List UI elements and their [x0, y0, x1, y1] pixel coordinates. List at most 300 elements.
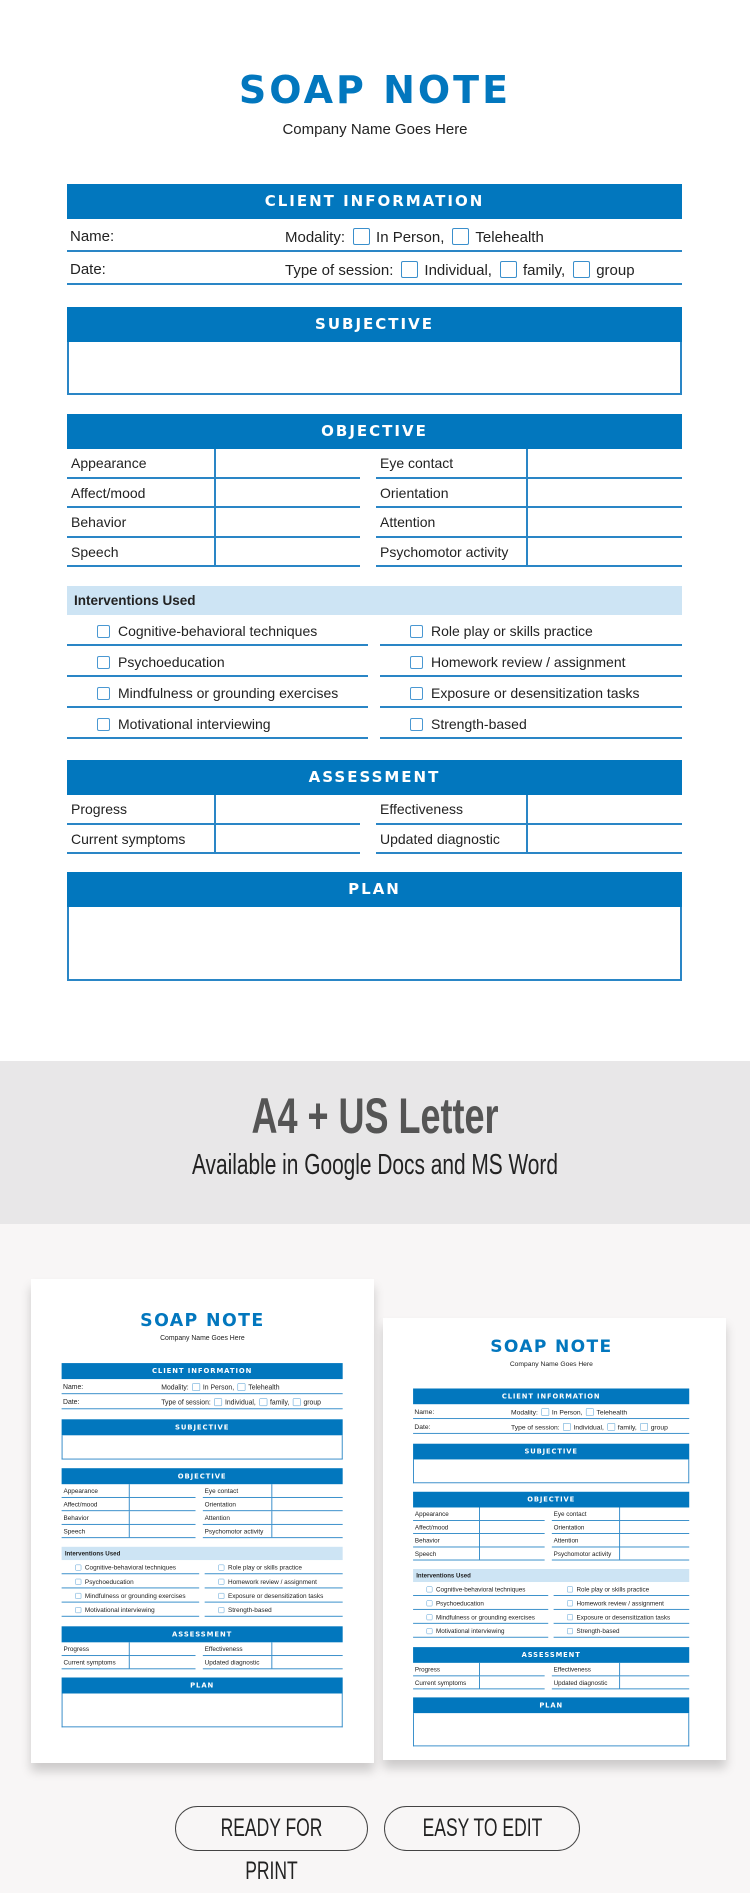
- plan-field: [62, 1693, 343, 1727]
- document-title: SOAP NOTE: [140, 1310, 265, 1331]
- item-label: Cognitive-behavioral techniques: [435, 1585, 526, 1593]
- session-label: Type of session:: [510, 1423, 560, 1432]
- interventions-section: [62, 1547, 343, 1620]
- row-label: Orientation: [553, 1523, 585, 1531]
- section-header: SUBJECTIVE: [413, 1444, 689, 1460]
- section-header: PLAN: [67, 872, 682, 907]
- checkbox[interactable]: [410, 687, 423, 700]
- item-label: Role play or skills practice: [576, 1585, 650, 1593]
- checkbox: [640, 1423, 648, 1431]
- value-field: [619, 1534, 689, 1546]
- row-label: Psychomotor activity: [553, 1549, 612, 1558]
- table-row: [62, 1511, 196, 1524]
- checkbox[interactable]: [97, 656, 110, 669]
- value-field[interactable]: [214, 449, 360, 477]
- checkbox: [75, 1579, 81, 1585]
- session-group: [511, 1423, 668, 1431]
- item-label: Strength-based: [576, 1627, 620, 1635]
- ready-for-print-badge: [175, 1806, 368, 1885]
- item-label: Exposure or desensitization tasks: [431, 685, 640, 701]
- modality-label: Modality:: [285, 229, 346, 246]
- section-header: OBJECTIVE: [67, 414, 682, 449]
- checkbox: [218, 1593, 224, 1599]
- row-label: Affect/mood: [414, 1523, 449, 1531]
- row-label: Affect/mood: [63, 1500, 98, 1508]
- checkbox: [75, 1593, 81, 1599]
- list-item: [62, 1603, 200, 1617]
- item-label: Strength-based: [227, 1606, 272, 1614]
- option-label: Telehealth: [248, 1383, 280, 1392]
- checkbox: [542, 1408, 550, 1416]
- assessment-left-table: [62, 1642, 196, 1669]
- item-label: Homework review / assignment: [227, 1577, 317, 1586]
- list-item: [205, 1574, 343, 1588]
- option-label: Individual,: [224, 1398, 256, 1407]
- row-label: Orientation: [204, 1500, 236, 1508]
- list-item: [62, 1560, 200, 1574]
- table-row: [62, 1525, 196, 1538]
- table-row: [552, 1663, 689, 1676]
- list-item[interactable]: [67, 677, 368, 708]
- session-group: [161, 1398, 321, 1406]
- checkbox: [75, 1607, 81, 1613]
- date-label: Date:: [62, 1398, 80, 1407]
- item-label: Exposure or desensitization tasks: [227, 1592, 324, 1600]
- table-row: [203, 1498, 343, 1511]
- item-label: Role play or skills practice: [227, 1563, 302, 1572]
- row-label: Current symptoms: [414, 1678, 467, 1686]
- row-label: Appearance: [414, 1510, 449, 1518]
- list-item: [413, 1596, 548, 1610]
- row-label: Psychomotor activity: [380, 543, 509, 560]
- checkbox: [567, 1614, 573, 1620]
- checkbox: [427, 1628, 433, 1634]
- assessment-section: [413, 1647, 689, 1690]
- checkbox[interactable]: [452, 228, 469, 245]
- mini-soap-note: [383, 1318, 720, 1760]
- list-item: [205, 1560, 343, 1574]
- section-header: CLIENT INFORMATION: [413, 1388, 689, 1404]
- list-item: [62, 1588, 200, 1602]
- badge-label: EASY TO EDIT: [422, 1814, 542, 1842]
- row-label: Progress: [414, 1665, 441, 1673]
- row-label: Current symptoms: [63, 1658, 116, 1666]
- assessment-section: [62, 1626, 343, 1669]
- format-banner: [0, 1061, 750, 1224]
- option-label: In Person,: [376, 229, 445, 246]
- value-field: [619, 1676, 689, 1688]
- table-row: [413, 1676, 545, 1689]
- easy-to-edit-badge: [384, 1806, 580, 1851]
- list-item: [554, 1610, 690, 1624]
- item-label: Motivational interviewing: [435, 1627, 505, 1635]
- value-field: [271, 1498, 342, 1511]
- option-label: group: [596, 262, 635, 279]
- table-row: [203, 1525, 343, 1538]
- assessment-right-table: [376, 795, 682, 854]
- value-field: [129, 1498, 196, 1511]
- interventions-heading: Interventions Used: [62, 1547, 343, 1560]
- checkbox: [427, 1587, 433, 1593]
- row-label: Effectiveness: [553, 1665, 591, 1673]
- plan-section: [413, 1697, 689, 1746]
- checkbox: [567, 1600, 573, 1606]
- table-row: [62, 1484, 196, 1497]
- row-label: Eye contact: [380, 455, 454, 471]
- section-header: ASSESSMENT: [67, 760, 682, 795]
- checkbox[interactable]: [353, 228, 370, 245]
- table-row: [413, 1547, 545, 1560]
- section-header: SUBJECTIVE: [62, 1419, 343, 1435]
- item-label: Exposure or desensitization tasks: [576, 1613, 671, 1621]
- table-row: [552, 1676, 689, 1689]
- session-label: Type of session:: [285, 262, 394, 279]
- table-row: [203, 1656, 343, 1669]
- document-title: SOAP NOTE: [490, 1336, 613, 1357]
- checkbox: [427, 1600, 433, 1606]
- table-row: [203, 1642, 343, 1655]
- a4-page-mockup: [31, 1279, 374, 1763]
- objective-section: [62, 1468, 343, 1538]
- item-label: Psychoeducation: [84, 1577, 134, 1586]
- table-row: [203, 1511, 343, 1524]
- row-label: Behavior: [71, 514, 127, 530]
- item-label: Motivational interviewing: [84, 1606, 155, 1614]
- table-row: [67, 795, 360, 825]
- subjective-section: [413, 1444, 689, 1484]
- date-label: Date:: [414, 1423, 431, 1431]
- section-header: PLAN: [413, 1697, 689, 1713]
- checkbox[interactable]: [500, 261, 517, 278]
- item-label: Role play or skills practice: [431, 623, 593, 639]
- objective-left-table: [62, 1484, 196, 1538]
- row-label: Eye contact: [553, 1510, 587, 1518]
- value-field[interactable]: [526, 795, 682, 823]
- value-field: [619, 1663, 689, 1675]
- checkbox: [192, 1383, 200, 1391]
- objective-left-table: [413, 1507, 545, 1560]
- table-row: [376, 825, 682, 855]
- value-field[interactable]: [214, 508, 360, 536]
- option-label: family,: [617, 1423, 637, 1432]
- row-label: Progress: [63, 1645, 90, 1653]
- option-label: Telehealth: [475, 229, 544, 246]
- section-header: ASSESSMENT: [62, 1626, 343, 1642]
- checkbox: [563, 1423, 571, 1431]
- item-label: Psychoeducation: [435, 1599, 484, 1607]
- row-label: Attention: [553, 1536, 579, 1544]
- us-letter-page-mockup: [383, 1318, 726, 1760]
- value-field[interactable]: [526, 825, 682, 853]
- list-item: [62, 1574, 200, 1588]
- checkbox: [218, 1565, 224, 1571]
- assessment-left-table: [67, 795, 360, 854]
- value-field: [271, 1484, 342, 1497]
- checkbox[interactable]: [410, 625, 423, 638]
- modality-label: Modality:: [161, 1383, 189, 1392]
- value-field: [271, 1656, 342, 1669]
- item-label: Mindfulness or grounding exercises: [118, 685, 339, 701]
- checkbox[interactable]: [410, 656, 423, 669]
- table-row: [67, 538, 360, 568]
- table-row: [67, 449, 360, 479]
- item-label: Homework review / assignment: [431, 654, 626, 670]
- value-field: [619, 1547, 689, 1559]
- company-name: Company Name Goes Here: [160, 1334, 245, 1343]
- value-field: [129, 1484, 196, 1497]
- value-field: [271, 1525, 342, 1538]
- assessment-right-table: [552, 1663, 689, 1689]
- value-field: [129, 1656, 196, 1669]
- company-name: Company Name Goes Here: [509, 1360, 593, 1368]
- plan-field[interactable]: [67, 907, 682, 981]
- option-label: family,: [522, 262, 566, 279]
- row-label: Behavior: [63, 1513, 89, 1522]
- format-title: A4 + US Letter: [251, 1088, 499, 1144]
- interventions-section: [413, 1569, 689, 1641]
- list-item[interactable]: [67, 615, 368, 646]
- modality-group: [511, 1408, 627, 1416]
- item-label: Strength-based: [431, 716, 527, 732]
- value-field[interactable]: [214, 825, 360, 853]
- value-field: [129, 1642, 196, 1655]
- value-field: [129, 1525, 196, 1538]
- list-item[interactable]: [380, 646, 682, 677]
- value-field: [129, 1511, 196, 1524]
- row-label: Appearance: [71, 455, 147, 471]
- table-row: [376, 538, 682, 568]
- checkbox: [293, 1398, 301, 1406]
- option-label: In Person,: [551, 1408, 583, 1417]
- table-row: [552, 1521, 689, 1534]
- value-field: [479, 1521, 545, 1533]
- row-label: Eye contact: [204, 1486, 239, 1495]
- checkbox[interactable]: [97, 687, 110, 700]
- company-name: Company Name Goes Here: [282, 121, 468, 138]
- section-header: OBJECTIVE: [62, 1468, 343, 1484]
- interventions-heading: Interventions Used: [67, 586, 682, 615]
- section-header: CLIENT INFORMATION: [62, 1363, 343, 1379]
- value-field[interactable]: [214, 795, 360, 823]
- objective-section: [67, 414, 682, 567]
- option-label: family,: [269, 1398, 290, 1407]
- list-item[interactable]: [380, 708, 682, 739]
- checkbox: [218, 1607, 224, 1613]
- date-row: [67, 252, 682, 285]
- subjective-field: [413, 1459, 689, 1483]
- section-header: CLIENT INFORMATION: [67, 184, 682, 219]
- item-label: Cognitive-behavioral techniques: [84, 1563, 176, 1572]
- value-field: [271, 1642, 342, 1655]
- value-field[interactable]: [214, 538, 360, 566]
- value-field: [479, 1507, 545, 1519]
- checkbox: [218, 1579, 224, 1585]
- list-item[interactable]: [67, 708, 368, 739]
- interventions-left-list: [67, 615, 368, 739]
- section-header: OBJECTIVE: [413, 1492, 689, 1508]
- row-label: Behavior: [414, 1536, 440, 1544]
- row-label: Speech: [63, 1527, 86, 1535]
- row-label: Speech: [414, 1549, 437, 1558]
- checkbox: [214, 1398, 222, 1406]
- table-row: [67, 825, 360, 855]
- table-row: [203, 1484, 343, 1497]
- session-group: [285, 261, 635, 279]
- objective-right-table: [376, 449, 682, 567]
- table-row: [552, 1507, 689, 1520]
- option-label: Individual,: [424, 262, 492, 279]
- table-row: [376, 449, 682, 479]
- plan-field: [413, 1713, 689, 1746]
- interventions-right-list: [554, 1582, 690, 1638]
- list-item: [413, 1610, 548, 1624]
- name-label: Name:: [70, 228, 115, 245]
- table-row: [67, 508, 360, 538]
- plan-section: [62, 1678, 343, 1728]
- plan-section: [67, 872, 682, 981]
- objective-right-table: [203, 1484, 343, 1538]
- table-row: [62, 1642, 196, 1655]
- document-title: SOAP NOTE: [238, 68, 512, 112]
- value-field[interactable]: [214, 479, 360, 507]
- row-label: Attention: [380, 514, 436, 530]
- format-subtitle: Available in Google Docs and MS Word: [192, 1149, 558, 1181]
- subjective-field: [62, 1435, 343, 1459]
- client-information-section: [62, 1363, 343, 1409]
- list-item[interactable]: [380, 615, 682, 646]
- name-row: [413, 1404, 689, 1419]
- list-item: [554, 1582, 690, 1596]
- item-label: Cognitive-behavioral techniques: [118, 623, 318, 639]
- value-field[interactable]: [526, 538, 682, 566]
- table-row: [62, 1656, 196, 1669]
- option-label: Individual,: [573, 1423, 604, 1432]
- checkbox[interactable]: [401, 261, 418, 278]
- value-field[interactable]: [526, 449, 682, 477]
- row-label: Appearance: [63, 1486, 98, 1495]
- checkbox[interactable]: [573, 261, 590, 278]
- table-row: [62, 1498, 196, 1511]
- checkbox: [567, 1628, 573, 1634]
- objective-left-table: [67, 449, 360, 567]
- interventions-heading: Interventions Used: [413, 1569, 689, 1582]
- table-row: [413, 1521, 545, 1534]
- list-item: [413, 1624, 548, 1638]
- subjective-section: [67, 307, 682, 395]
- value-field: [619, 1521, 689, 1533]
- row-label: Progress: [71, 801, 128, 817]
- option-label: Telehealth: [596, 1408, 628, 1417]
- table-row: [376, 479, 682, 509]
- value-field: [479, 1534, 545, 1546]
- table-row: [552, 1534, 689, 1547]
- checkbox[interactable]: [410, 718, 423, 731]
- checkbox: [427, 1614, 433, 1620]
- assessment-section: [67, 760, 682, 855]
- value-field: [479, 1547, 545, 1559]
- item-label: Psychoeducation: [118, 654, 225, 670]
- item-label: Mindfulness or grounding exercises: [435, 1613, 535, 1621]
- checkbox: [238, 1383, 246, 1391]
- list-item: [554, 1596, 690, 1610]
- table-row: [413, 1534, 545, 1547]
- item-label: Motivational interviewing: [118, 716, 271, 732]
- objective-section: [413, 1492, 689, 1561]
- table-row: [376, 508, 682, 538]
- name-row: [67, 219, 682, 252]
- list-item[interactable]: [67, 646, 368, 677]
- value-field[interactable]: [526, 508, 682, 536]
- modality-group: [285, 228, 544, 246]
- item-label: Homework review / assignment: [576, 1599, 664, 1607]
- list-item: [413, 1582, 548, 1596]
- name-label: Name:: [62, 1383, 84, 1391]
- date-row: [413, 1419, 689, 1434]
- subjective-section: [62, 1419, 343, 1459]
- row-label: Affect/mood: [71, 484, 146, 501]
- name-label: Name:: [414, 1408, 435, 1416]
- assessment-left-table: [413, 1663, 545, 1689]
- interventions-left-list: [62, 1560, 200, 1617]
- table-row: [376, 795, 682, 825]
- value-field: [479, 1663, 545, 1675]
- subjective-field[interactable]: [67, 342, 682, 395]
- assessment-right-table: [203, 1642, 343, 1669]
- value-field[interactable]: [526, 479, 682, 507]
- badge-label: READY FOR PRINT: [220, 1814, 323, 1885]
- table-row: [413, 1507, 545, 1520]
- objective-right-table: [552, 1507, 689, 1560]
- value-field: [479, 1676, 545, 1688]
- date-label: Date:: [70, 261, 106, 278]
- interventions-left-list: [413, 1582, 548, 1638]
- checkbox[interactable]: [97, 625, 110, 638]
- row-label: Psychomotor activity: [204, 1527, 264, 1535]
- modality-group: [161, 1383, 279, 1391]
- checkbox: [567, 1587, 573, 1593]
- row-label: Updated diagnostic: [204, 1658, 260, 1666]
- date-row: [62, 1394, 343, 1409]
- interventions-section: [67, 586, 682, 746]
- row-label: Updated diagnostic: [380, 830, 500, 847]
- client-information-section: [413, 1388, 689, 1433]
- checkbox: [607, 1423, 615, 1431]
- section-header: PLAN: [62, 1678, 343, 1694]
- row-label: Attention: [204, 1513, 230, 1522]
- row-label: Orientation: [380, 484, 449, 501]
- list-item: [554, 1624, 690, 1638]
- checkbox: [75, 1565, 81, 1571]
- session-label: Type of session:: [161, 1398, 211, 1407]
- checkbox[interactable]: [97, 718, 110, 731]
- value-field: [619, 1507, 689, 1519]
- modality-label: Modality:: [510, 1408, 538, 1417]
- option-label: group: [650, 1423, 668, 1432]
- row-label: Updated diagnostic: [553, 1678, 608, 1686]
- row-label: Effectiveness: [380, 801, 464, 817]
- checkbox: [586, 1408, 594, 1416]
- list-item[interactable]: [380, 677, 682, 708]
- interventions-right-list: [205, 1560, 343, 1617]
- section-header: SUBJECTIVE: [67, 307, 682, 342]
- value-field: [271, 1511, 342, 1524]
- client-information-section: [67, 184, 682, 285]
- table-row: [552, 1547, 689, 1560]
- row-label: Speech: [71, 543, 119, 560]
- list-item: [205, 1588, 343, 1602]
- checkbox: [259, 1398, 267, 1406]
- list-item: [205, 1603, 343, 1617]
